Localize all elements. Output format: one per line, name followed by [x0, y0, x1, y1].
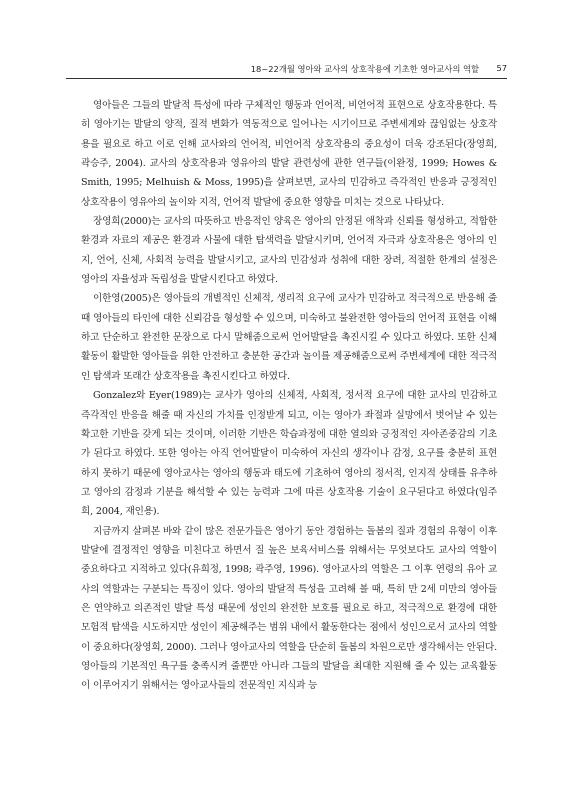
paragraph: Gonzalez와 Eyer(1989)는 교사가 영아의 신체적, 사회적, 정서적 요구에 대한 교사의 민감하고 즉각적인 반응을 해줄 때 자신의 가치를 인정받게 되고, 이는 영아가 좌절과 실망에서 벗어날 수 있는 확고한 기반을 갖게 되는 것이며, 이러한 기반은 학습과정에 대한 열의와 긍정적인 자아존중감의 기초가 된다고 하였다. 또한 영아는 아직 언어발달이 미숙하여 자신의 생각이나 감정, 요구를 충분히 표현하지 못하기 때문에 영아교사는 영아의 행동과 태도에 기초하여 영아의 정서적, 인지적 상태를 유추하고 영아의 감정과 기분을 해석할 수 있는 능력과 그에 따른 상호작용 기술이 요구된다고 하였다(임주희, 2004, 재인용). [81, 390, 497, 518]
body-text [81, 96, 497, 696]
paragraph: 영아들은 그들의 발달적 특성에 따라 구체적인 행동과 언어적, 비언어적 표현으로 상호작용한다. 특히 영아기는 발달의 양적, 질적 변화가 역동적으로 일어나는 시기이므로 주변세계와 끊임없는 상호작용을 필요로 하고 이로 인해 교사와의 언어적, 비언어적 상호작용의 중요성이 더욱 강조된다(장영희, 곽승주, 2004). 교사의 상호작용과 영유아의 발달 관련성에 관한 연구들(이완정, 1999; Howes & Smith, 1995; Melhuish & Moss, 1995)을 살펴보면, 교사의 민감하고 즉각적인 반응과 긍정적인 상호작용이 영유아의 놀이와 지적, 언어적 발달에 중요한 영향을 미치는 것으로 나타났다. [81, 100, 497, 208]
page-number: 57 [496, 63, 507, 73]
paragraph: 장영희(2000)는 교사의 따뜻하고 반응적인 양육은 영아의 안정된 애착과 신뢰를 형성하고, 적합한 환경과 자료의 제공은 환경과 사물에 대한 탐색력을 발달시키며, 언어적 자극과 상호작용은 영아의 인지, 언어, 신체, 사회적 능력을 발달시키고, 교사의 민감성과 성취에 대한 장려, 적절한 한계의 설정은 영아의 자율성과 독립성을 발달시킨다고 하였다. [81, 216, 497, 286]
running-header [66, 60, 507, 79]
paragraph: 지금까지 살펴본 바와 같이 많은 전문가들은 영아기 동안 경험하는 돌봄의 질과 경험의 유형이 이후 발달에 결정적인 영향을 미친다고 하면서 질 높은 보육서비스를 위해서는 무엇보다도 교사의 역할이 중요하다고 지적하고 있다(유희정, 1998; 곽주영, 1996). 영아교사의 역할은 그 이후 연령의 유아 교사의 역할과는 구분되는 특징이 있다. 영아의 발달적 특성을 고려해 볼 때, 특히 만 2세 미만의 영아들은 연약하고 의존적인 발달 특성 때문에 성인의 완전한 보호를 필요로 하고, 적극적으로 환경에 대한 모험적 탐색을 시도하지만 성인이 제공해주는 범위 내에서 활동한다는 점에서 성인으로서 교사의 역할이 중요하다(장영희, 2000). 그러나 영아교사의 역할을 단순히 돌봄의 차원으로만 생각해서는 안된다. 영아들의 기본적인 욕구를 충족시켜 줄뿐만 아니라 그들의 발달을 최대한 지원해 줄 수 있는 교육활동이 이루어지기 위해서는 영아교사들의 전문적인 지식과 능 [81, 525, 497, 692]
paragraph: 이한영(2005)은 영아들의 개별적인 신체적, 생리적 요구에 교사가 민감하고 적극적으로 반응해 줄때 영아들의 타인에 대한 신뢰감을 형성할 수 있으며, 미숙하고 불완전한 영아들의 언어적 표현을 이해하고 단순하고 완전한 문장으로 다시 말해줌으로써 언어발달을 촉진시킬 수 있다고 하였다. 또한 신체활동이 활발한 영아들을 위한 안전하고 충분한 공간과 놀이를 제공해줌으로써 주변세계에 대한 적극적인 탐색과 또래간 상호작용을 촉진시킨다고 하였다. [81, 293, 497, 382]
header-title: 18~22개월 영아와 교사의 상호작용에 기초한 영아교사의 역할 [250, 64, 479, 74]
